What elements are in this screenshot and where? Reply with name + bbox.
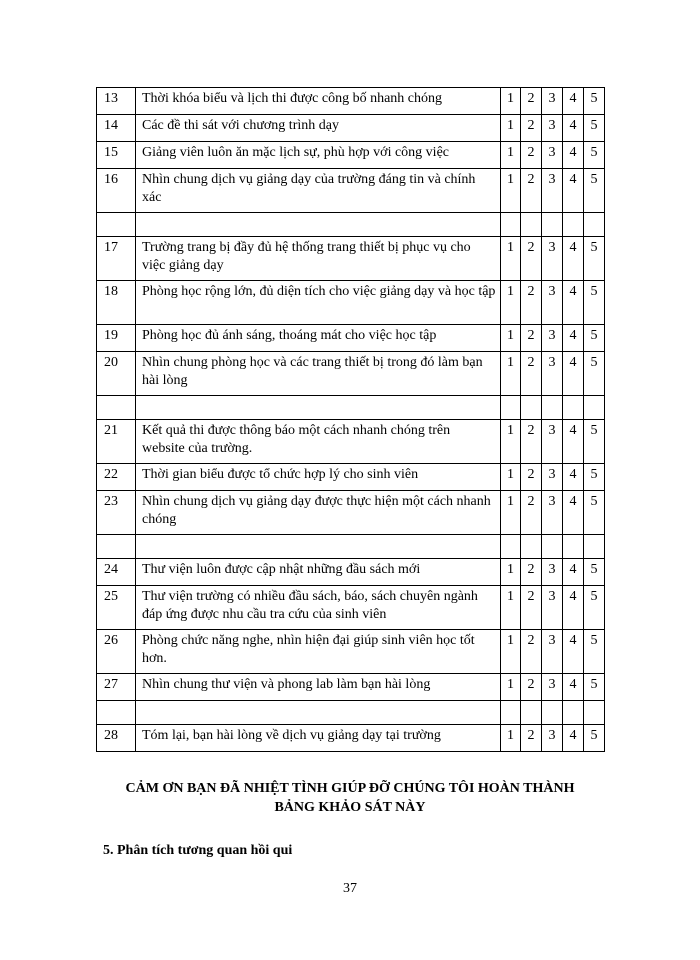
rating-option-1: 1	[501, 630, 521, 674]
survey-question: Thư viện trường có nhiều đầu sách, báo, sách chuyên ngành đáp ứng được nhu cầu tra cứu của sinh viên	[136, 586, 501, 630]
rating-option-2: 2	[521, 630, 542, 674]
rating-option-5: 5	[584, 142, 605, 169]
survey-row	[97, 420, 605, 464]
rating-option-2: 2	[521, 559, 542, 586]
survey-question: Thời gian biểu được tổ chức hợp lý cho sinh viên	[136, 464, 501, 491]
rating-option-5: 5	[584, 352, 605, 396]
survey-row	[97, 674, 605, 701]
survey-row	[97, 281, 605, 325]
rating-option-2: 2	[521, 586, 542, 630]
rating-option-2: 2	[521, 325, 542, 352]
rating-option-4: 4	[563, 464, 584, 491]
row-number: 18	[97, 281, 136, 325]
rating-option-3: 3	[542, 674, 563, 701]
empty-cell	[584, 535, 605, 559]
empty-cell	[136, 701, 501, 725]
rating-option-2: 2	[521, 237, 542, 281]
survey-row	[97, 169, 605, 213]
rating-option-2: 2	[521, 352, 542, 396]
separator-row	[97, 535, 605, 559]
rating-option-1: 1	[501, 464, 521, 491]
empty-cell	[501, 701, 521, 725]
rating-option-1: 1	[501, 674, 521, 701]
row-number: 20	[97, 352, 136, 396]
rating-option-3: 3	[542, 559, 563, 586]
row-number: 17	[97, 237, 136, 281]
survey-row	[97, 352, 605, 396]
rating-option-4: 4	[563, 142, 584, 169]
row-number: 14	[97, 115, 136, 142]
empty-cell	[136, 535, 501, 559]
row-number: 24	[97, 559, 136, 586]
empty-cell	[542, 213, 563, 237]
empty-cell	[563, 396, 584, 420]
closing-line-1: CẢM ƠN BẠN ĐÃ NHIỆT TÌNH GIÚP ĐỠ CHÚNG TÔI HOÀN THÀNH	[125, 781, 575, 796]
survey-question: Giảng viên luôn ăn mặc lịch sự, phù hợp với công việc	[136, 142, 501, 169]
rating-option-4: 4	[563, 115, 584, 142]
rating-option-5: 5	[584, 674, 605, 701]
rating-option-1: 1	[501, 559, 521, 586]
row-number: 15	[97, 142, 136, 169]
rating-option-1: 1	[501, 491, 521, 535]
survey-question: Phòng học đủ ánh sáng, thoáng mát cho việc học tập	[136, 325, 501, 352]
survey-row	[97, 142, 605, 169]
empty-cell	[584, 396, 605, 420]
rating-option-5: 5	[584, 586, 605, 630]
rating-option-2: 2	[521, 420, 542, 464]
rating-option-1: 1	[501, 115, 521, 142]
survey-question: Phòng chức năng nghe, nhìn hiện đại giúp sinh viên học tốt hơn.	[136, 630, 501, 674]
rating-option-2: 2	[521, 88, 542, 115]
survey-question: Nhìn chung thư viện và phong lab làm bạn hài lòng	[136, 674, 501, 701]
rating-option-2: 2	[521, 674, 542, 701]
survey-row	[97, 586, 605, 630]
survey-table-body	[97, 88, 605, 752]
survey-row	[97, 559, 605, 586]
rating-option-3: 3	[542, 325, 563, 352]
row-number: 22	[97, 464, 136, 491]
rating-option-3: 3	[542, 725, 563, 752]
survey-row	[97, 88, 605, 115]
rating-option-1: 1	[501, 325, 521, 352]
survey-question: Thời khóa biểu và lịch thi được công bố nhanh chóng	[136, 88, 501, 115]
rating-option-4: 4	[563, 325, 584, 352]
rating-option-3: 3	[542, 352, 563, 396]
empty-cell	[563, 535, 584, 559]
rating-option-5: 5	[584, 88, 605, 115]
survey-row	[97, 464, 605, 491]
rating-option-4: 4	[563, 630, 584, 674]
empty-cell	[563, 213, 584, 237]
empty-cell	[521, 213, 542, 237]
separator-row	[97, 701, 605, 725]
rating-option-5: 5	[584, 559, 605, 586]
rating-option-2: 2	[521, 142, 542, 169]
empty-cell	[97, 701, 136, 725]
rating-option-3: 3	[542, 464, 563, 491]
rating-option-3: 3	[542, 420, 563, 464]
rating-option-3: 3	[542, 630, 563, 674]
survey-question: Thư viện luôn được cập nhật những đầu sách mới	[136, 559, 501, 586]
survey-question: Nhìn chung dịch vụ giảng dạy được thực hiện một cách nhanh chóng	[136, 491, 501, 535]
rating-option-1: 1	[501, 142, 521, 169]
rating-option-3: 3	[542, 237, 563, 281]
empty-cell	[542, 701, 563, 725]
empty-cell	[97, 213, 136, 237]
row-number: 16	[97, 169, 136, 213]
empty-cell	[97, 535, 136, 559]
rating-option-1: 1	[501, 352, 521, 396]
empty-cell	[136, 213, 501, 237]
survey-question: Trường trang bị đầy đủ hệ thống trang thiết bị phục vụ cho việc giảng dạy	[136, 237, 501, 281]
rating-option-3: 3	[542, 491, 563, 535]
rating-option-1: 1	[501, 586, 521, 630]
empty-cell	[521, 701, 542, 725]
empty-cell	[542, 535, 563, 559]
survey-question: Kết quả thi được thông báo một cách nhanh chóng trên website của trường.	[136, 420, 501, 464]
rating-option-4: 4	[563, 674, 584, 701]
closing-line-2: BẢNG KHẢO SÁT NÀY	[274, 800, 426, 815]
survey-question: Nhìn chung phòng học và các trang thiết bị trong đó làm bạn hài lòng	[136, 352, 501, 396]
row-number: 19	[97, 325, 136, 352]
rating-option-2: 2	[521, 725, 542, 752]
survey-question: Nhìn chung dịch vụ giảng dạy của trường đáng tin và chính xác	[136, 169, 501, 213]
rating-option-1: 1	[501, 725, 521, 752]
empty-cell	[501, 213, 521, 237]
rating-option-3: 3	[542, 281, 563, 325]
rating-option-3: 3	[542, 169, 563, 213]
rating-option-4: 4	[563, 559, 584, 586]
rating-option-5: 5	[584, 491, 605, 535]
empty-cell	[584, 213, 605, 237]
rating-option-5: 5	[584, 115, 605, 142]
survey-question: Tóm lại, bạn hài lòng về dịch vụ giảng dạy tại trường	[136, 725, 501, 752]
empty-cell	[136, 396, 501, 420]
rating-option-5: 5	[584, 420, 605, 464]
rating-option-5: 5	[584, 464, 605, 491]
rating-option-5: 5	[584, 237, 605, 281]
rating-option-2: 2	[521, 115, 542, 142]
empty-cell	[584, 701, 605, 725]
row-number: 13	[97, 88, 136, 115]
rating-option-1: 1	[501, 88, 521, 115]
row-number: 21	[97, 420, 136, 464]
row-number: 23	[97, 491, 136, 535]
row-number: 25	[97, 586, 136, 630]
rating-option-1: 1	[501, 169, 521, 213]
survey-question: Phòng học rộng lớn, đủ diện tích cho việc giảng dạy và học tập	[136, 281, 501, 325]
closing-message	[96, 779, 604, 817]
rating-option-5: 5	[584, 325, 605, 352]
empty-cell	[97, 396, 136, 420]
survey-question: Các đề thi sát với chương trình dạy	[136, 115, 501, 142]
row-number: 27	[97, 674, 136, 701]
section-title: 5. Phân tích tương quan hồi qui	[103, 843, 293, 858]
rating-option-4: 4	[563, 237, 584, 281]
survey-row	[97, 237, 605, 281]
survey-row	[97, 325, 605, 352]
empty-cell	[542, 396, 563, 420]
rating-option-1: 1	[501, 420, 521, 464]
survey-row	[97, 491, 605, 535]
rating-option-5: 5	[584, 630, 605, 674]
empty-cell	[501, 535, 521, 559]
rating-option-2: 2	[521, 281, 542, 325]
survey-table	[96, 87, 605, 752]
rating-option-5: 5	[584, 281, 605, 325]
empty-cell	[521, 396, 542, 420]
rating-option-4: 4	[563, 491, 584, 535]
survey-row	[97, 630, 605, 674]
rating-option-2: 2	[521, 464, 542, 491]
page-number: 37	[343, 881, 357, 896]
rating-option-5: 5	[584, 725, 605, 752]
rating-option-5: 5	[584, 169, 605, 213]
empty-cell	[563, 701, 584, 725]
rating-option-2: 2	[521, 169, 542, 213]
rating-option-4: 4	[563, 169, 584, 213]
rating-option-4: 4	[563, 281, 584, 325]
rating-option-3: 3	[542, 142, 563, 169]
survey-row	[97, 725, 605, 752]
rating-option-1: 1	[501, 281, 521, 325]
rating-option-4: 4	[563, 586, 584, 630]
rating-option-2: 2	[521, 491, 542, 535]
survey-row	[97, 115, 605, 142]
separator-row	[97, 396, 605, 420]
rating-option-3: 3	[542, 586, 563, 630]
separator-row	[97, 213, 605, 237]
row-number: 26	[97, 630, 136, 674]
rating-option-4: 4	[563, 420, 584, 464]
row-number: 28	[97, 725, 136, 752]
rating-option-4: 4	[563, 88, 584, 115]
empty-cell	[521, 535, 542, 559]
rating-option-4: 4	[563, 725, 584, 752]
rating-option-3: 3	[542, 88, 563, 115]
rating-option-3: 3	[542, 115, 563, 142]
rating-option-4: 4	[563, 352, 584, 396]
empty-cell	[501, 396, 521, 420]
rating-option-1: 1	[501, 237, 521, 281]
